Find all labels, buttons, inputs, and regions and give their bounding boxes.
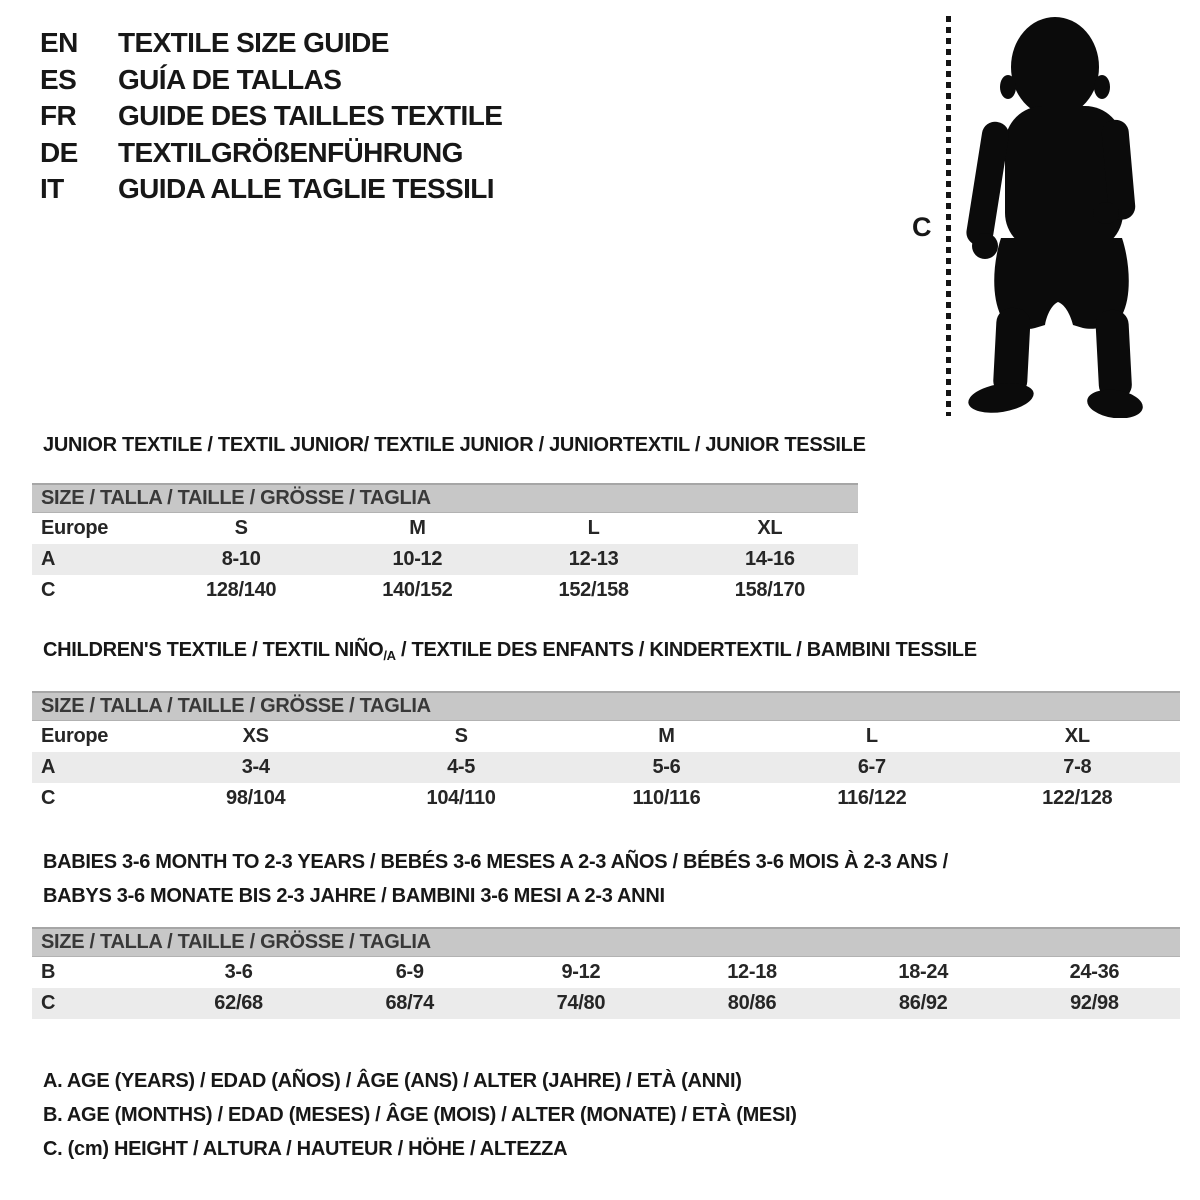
table-cell: 62/68	[214, 992, 263, 1014]
table-row	[32, 752, 1180, 783]
table-cell: 18-24	[898, 961, 949, 983]
heading-text: CHILDREN'S TEXTILE / TEXTIL NIÑO	[43, 639, 384, 661]
babies-size-table	[32, 927, 1180, 1019]
table-cell: 140/152	[382, 579, 453, 601]
row-label: Europe	[41, 725, 109, 747]
language-title-list	[40, 25, 502, 208]
language-row-en	[40, 25, 502, 62]
language-row-de	[40, 135, 502, 172]
children-size-table	[32, 691, 1180, 814]
table-row	[32, 988, 1180, 1019]
table-cell: 158/170	[734, 579, 805, 601]
size-header-bar: SIZE / TALLA / TAILLE / GRÖSSE / TAGLIA	[32, 483, 858, 513]
table-cell: 5-6	[652, 756, 681, 778]
language-code: ES	[40, 63, 77, 95]
guide-title: TEXTILGRÖßENFÜHRUNG	[118, 136, 463, 168]
height-measure-dashed-line	[946, 16, 951, 416]
table-cell: 12-18	[727, 961, 777, 983]
table-cell: 80/86	[727, 992, 777, 1014]
language-code: DE	[40, 136, 78, 168]
silhouette-head	[1011, 17, 1099, 117]
table-row	[32, 513, 858, 544]
toddler-silhouette-icon	[955, 10, 1160, 418]
language-row-fr	[40, 98, 502, 135]
heading-line-1: BABIES 3-6 MONTH TO 2-3 YEARS / BEBÉS 3-6 MESES A 2-3 AÑOS / BÉBÉS 3-6 MOIS À 2-3 ANS /	[43, 851, 948, 873]
silhouette-hand-right	[1093, 202, 1119, 224]
heading-subscript: /A	[383, 648, 396, 663]
language-row-it	[40, 171, 502, 208]
table-cell: XS	[242, 725, 269, 747]
junior-section-heading: JUNIOR TEXTILE / TEXTIL JUNIOR/ TEXTILE JUNIOR / JUNIORTEXTIL / JUNIOR TESSILE	[43, 434, 866, 456]
table-cell: 8-10	[221, 548, 261, 570]
table-cell: 6-9	[395, 961, 424, 983]
silhouette-leg-right	[1095, 309, 1133, 401]
silhouette-arm-left	[965, 120, 1011, 248]
table-cell: M	[658, 725, 675, 747]
language-row-es	[40, 62, 502, 99]
height-measure-label: C	[912, 212, 932, 242]
language-code: EN	[40, 27, 78, 58]
guide-title: GUIDE DES TAILLES TEXTILE	[118, 100, 503, 131]
table-cell: 116/122	[837, 787, 907, 809]
size-header-bar: SIZE / TALLA / TAILLE / GRÖSSE / TAGLIA	[32, 927, 1180, 957]
table-cell: XL	[757, 517, 783, 539]
table-cell: 122/128	[1042, 787, 1113, 809]
table-cell: L	[865, 725, 878, 747]
table-row	[32, 544, 858, 575]
silhouette-hand-left	[972, 233, 998, 259]
legend-line-b: B. AGE (MONTHS) / EDAD (MESES) / ÂGE (MOIS) / ALTER (MONATE) / ETÀ (MESI)	[43, 1104, 797, 1126]
table-cell: S	[454, 725, 468, 747]
table-cell: 92/98	[1070, 992, 1119, 1014]
table-cell: 12-13	[568, 548, 619, 570]
table-row	[32, 721, 1180, 752]
table-cell: 6-7	[857, 756, 886, 778]
silhouette-ear-right	[1094, 75, 1110, 99]
heading-line-2: BABYS 3-6 MONATE BIS 2-3 JAHRE / BAMBINI 3-6 MESI A 2-3 ANNI	[43, 885, 665, 907]
table-cell: 10-12	[392, 548, 443, 570]
table-cell: 4-5	[447, 756, 476, 778]
table-cell: L	[587, 517, 600, 539]
table-cell: M	[409, 517, 426, 539]
table-row	[32, 575, 858, 606]
row-label: Europe	[41, 517, 109, 539]
guide-title: GUIDA ALLE TAGLIE TESSILI	[118, 173, 494, 204]
table-cell: 3-6	[224, 961, 253, 983]
row-label: A	[41, 548, 56, 570]
table-cell: 152/158	[558, 579, 629, 601]
row-label: C	[41, 992, 56, 1014]
heading-text: / TEXTILE DES ENFANTS / KINDERTEXTIL / BAMBINI TESSILE	[395, 639, 977, 661]
table-cell: 98/104	[226, 787, 286, 809]
table-cell: 24-36	[1069, 961, 1120, 983]
legend-line-c: C. (cm) HEIGHT / ALTURA / HAUTEUR / HÖHE / ALTEZZA	[43, 1138, 568, 1160]
row-label: B	[41, 961, 56, 983]
table-cell: 128/140	[206, 579, 277, 601]
silhouette-ear-left	[1000, 75, 1016, 99]
row-label: C	[41, 787, 56, 809]
table-cell: 7-8	[1063, 756, 1092, 778]
babies-section-heading	[43, 845, 948, 913]
table-cell: 14-16	[745, 548, 795, 570]
table-cell: XL	[1064, 725, 1090, 747]
measure-legend	[43, 1064, 797, 1166]
children-section-heading	[43, 639, 977, 663]
table-cell: 104/110	[426, 787, 496, 809]
table-row	[32, 783, 1180, 814]
table-cell: 9-12	[561, 961, 601, 983]
legend-line-a: A. AGE (YEARS) / EDAD (AÑOS) / ÂGE (ANS) / ALTER (JAHRE) / ETÀ (ANNI)	[43, 1070, 742, 1092]
row-label: C	[41, 579, 56, 601]
language-code: IT	[40, 173, 64, 204]
table-cell: 3-4	[241, 756, 270, 778]
table-row	[32, 957, 1180, 988]
row-label: A	[41, 756, 56, 778]
guide-title: GUÍA DE TALLAS	[118, 63, 342, 95]
table-cell: 86/92	[898, 992, 948, 1014]
table-cell: S	[234, 517, 248, 539]
junior-size-table	[32, 483, 858, 606]
table-cell: 68/74	[385, 992, 435, 1014]
language-code: FR	[40, 100, 77, 131]
table-cell: 110/116	[632, 787, 701, 809]
size-header-bar: SIZE / TALLA / TAILLE / GRÖSSE / TAGLIA	[32, 691, 1180, 721]
silhouette-foot-right	[1085, 386, 1144, 418]
table-cell: 74/80	[556, 992, 606, 1014]
guide-title: TEXTILE SIZE GUIDE	[118, 27, 389, 58]
